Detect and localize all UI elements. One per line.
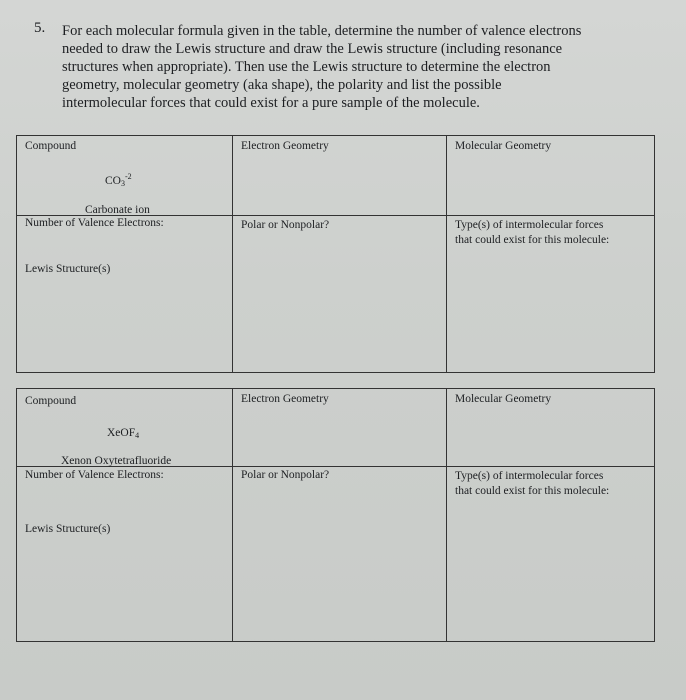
polarity-cell[interactable] <box>233 467 447 642</box>
electron-geometry-label: Electron Geometry <box>241 140 329 152</box>
formula-main: XeOF <box>107 427 136 439</box>
imf-label-line: Type(s) of intermolecular forces <box>455 470 604 482</box>
lewis-structure-label: Lewis Structure(s) <box>25 263 111 275</box>
question-number: 5. <box>34 20 46 36</box>
molecular-geometry-cell[interactable] <box>447 136 655 216</box>
compound-formula <box>107 427 139 440</box>
polarity-cell[interactable] <box>233 216 447 373</box>
compound-formula <box>105 172 132 188</box>
compound-label: Compound <box>25 140 77 152</box>
compound-table-carbonate <box>16 135 655 373</box>
compound-name: Xenon Oxytetrafluoride <box>61 455 172 467</box>
imf-label-line: that could exist for this molecule: <box>455 234 610 246</box>
imf-label <box>455 218 609 248</box>
compound-name: Carbonate ion <box>85 204 150 216</box>
valence-electrons-label: Number of Valence Electrons: <box>25 469 164 481</box>
lewis-structure-label: Lewis Structure(s) <box>25 523 111 535</box>
electron-geometry-label: Electron Geometry <box>241 393 329 405</box>
polarity-label: Polar or Nonpolar? <box>241 469 330 481</box>
compound-table-xenon-oxytetrafluoride <box>16 388 655 642</box>
valence-lewis-cell[interactable] <box>17 216 233 373</box>
molecular-geometry-cell[interactable] <box>447 389 655 467</box>
prompt-line: structures when appropriate). Then use the Lewis structure to determine the electron <box>62 59 551 75</box>
imf-label-line: Type(s) of intermolecular forces <box>455 219 604 231</box>
formula-subscript: 4 <box>135 431 140 440</box>
prompt-line: intermolecular forces that could exist for a pure sample of the molecule. <box>62 95 480 111</box>
electron-geometry-cell[interactable] <box>233 389 447 467</box>
compound-label: Compound <box>25 395 77 407</box>
polarity-label: Polar or Nonpolar? <box>241 219 330 231</box>
compound-cell <box>17 389 233 467</box>
prompt-line: needed to draw the Lewis structure and draw the Lewis structure (including resonance <box>62 41 563 57</box>
formula-subscript: 3 <box>120 179 125 188</box>
valence-lewis-cell[interactable] <box>17 467 233 642</box>
compound-cell <box>17 136 233 216</box>
imf-cell[interactable] <box>447 467 655 642</box>
molecular-geometry-label: Molecular Geometry <box>455 393 552 405</box>
prompt-line: geometry, molecular geometry (aka shape), the polarity and list the possible <box>62 77 502 93</box>
prompt-line: For each molecular formula given in the table, determine the number of valence electrons <box>62 23 582 39</box>
electron-geometry-cell[interactable] <box>233 136 447 216</box>
imf-cell[interactable] <box>447 216 655 373</box>
molecular-geometry-label: Molecular Geometry <box>455 140 552 152</box>
valence-electrons-label: Number of Valence Electrons: <box>25 217 164 229</box>
formula-main: CO <box>105 175 121 187</box>
imf-label <box>455 469 609 499</box>
imf-label-line: that could exist for this molecule: <box>455 485 610 497</box>
question-prompt <box>62 22 652 112</box>
formula-superscript: -2 <box>124 172 132 181</box>
